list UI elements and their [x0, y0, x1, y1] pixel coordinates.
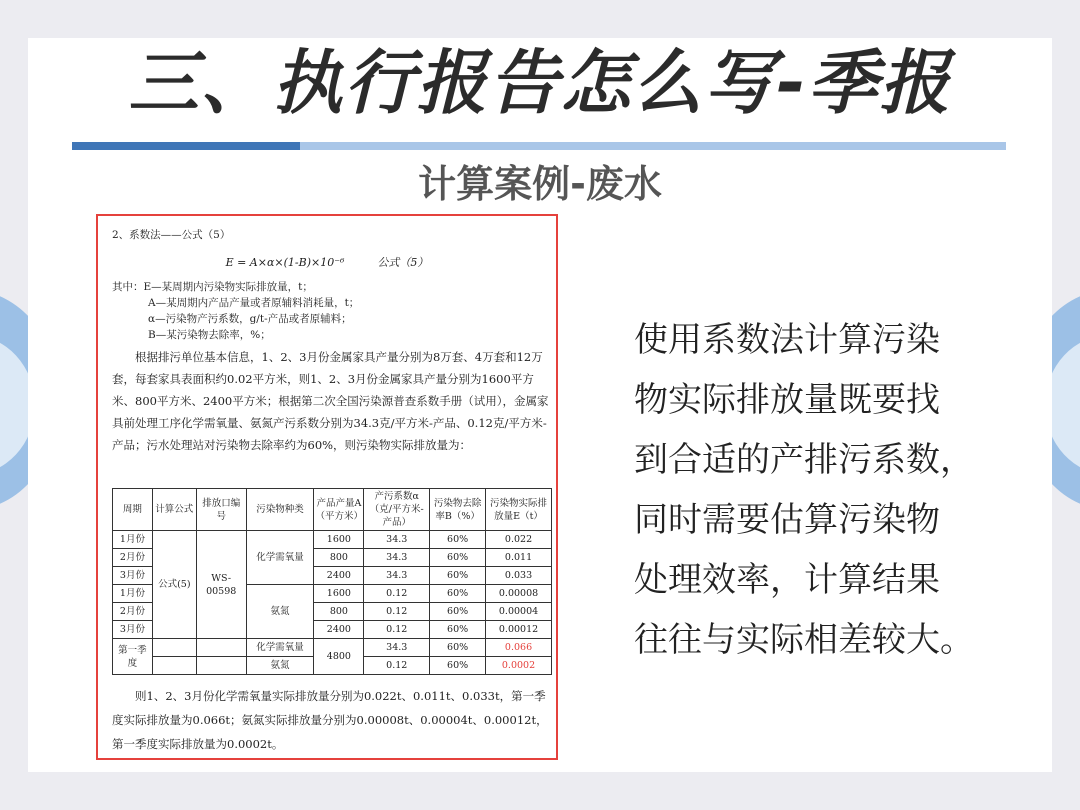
emission-cell: 0.00012	[486, 621, 552, 639]
formula: E = A×α×(1-B)×10⁻⁶ 公式（5）	[225, 256, 429, 269]
coefficient-cell: 34.3	[364, 531, 430, 549]
header-cell: 计算公式	[152, 489, 196, 531]
slide-subtitle: 计算案例-废水	[418, 162, 662, 206]
coefficient-cell: 34.3	[364, 549, 430, 567]
production-cell: 800	[314, 549, 364, 567]
header-cell: 污染物去除率B（%）	[430, 489, 486, 531]
definition-line: A—某周期内产品产量或者原辅料消耗量，t；	[148, 297, 360, 309]
period-cell: 1月份	[113, 531, 153, 549]
title-underline-dark	[72, 142, 300, 150]
explanation-line: 使用系数法计算污染	[634, 320, 940, 360]
period-cell: 2月份	[113, 603, 153, 621]
production-cell: 2400	[314, 621, 364, 639]
coefficient-cell: 34.3	[364, 567, 430, 585]
table-row	[113, 531, 552, 549]
method-heading: 2、系数法——公式（5）	[112, 229, 231, 241]
removal-rate-cell: 60%	[430, 585, 486, 603]
coefficient-cell: 34.3	[364, 639, 430, 657]
conclusion-paragraph: 则1、2、3月份化学需氧量实际排放量分别为0.022t、0.011t、0.033t，第一季度实际排放量为0.066t；氨氮实际排放量分别为0.00008t、0.00004t、0.00012t，第一季度实际排放量为0.0002t。	[112, 689, 548, 751]
explanation-line: 到合适的产排污系数，	[634, 440, 974, 480]
coefficient-cell: 0.12	[364, 621, 430, 639]
explanation-line: 物实际排放量既要找	[634, 380, 940, 420]
header-cell: 排放口编号	[196, 489, 246, 531]
empty-cell	[196, 639, 246, 657]
pollutant-cell: 氨氮	[246, 657, 314, 675]
coefficient-cell: 0.12	[364, 603, 430, 621]
removal-rate-cell: 60%	[430, 603, 486, 621]
calculation-paragraph: 根据排污单位基本信息，1、2、3月份金属家具产量分别为8万套、4万套和12万套，每套家具表面积约0.02平方米，则1、2、3月份金属家具产量分别为1600平方米、800平方米、2400平方米；根据第二次全国污染源普查系数手册（试用），金属家具前处理工序化学需氧量、氨氮产污系数分别为34.3克/平方米-产品、0.12克/平方米-产品；污水处理站对污染物去除率约为60%，则污染物实际排放量为：	[112, 350, 549, 452]
coefficient-cell: 0.12	[364, 657, 430, 675]
production-cell: 1600	[314, 585, 364, 603]
coefficient-cell: 0.12	[364, 585, 430, 603]
slide-title: 三、执行报告怎么写-季报	[128, 42, 952, 124]
emission-cell: 0.00008	[486, 585, 552, 603]
header-cell: 污染物种类	[246, 489, 314, 531]
period-cell: 2月份	[113, 549, 153, 567]
emission-cell: 0.00004	[486, 603, 552, 621]
emission-table	[112, 488, 552, 675]
emission-cell-highlight: 0.0002	[486, 657, 552, 675]
production-cell: 4800	[314, 639, 364, 675]
period-cell: 1月份	[113, 585, 153, 603]
header-cell: 污染物实际排放量E（t）	[486, 489, 552, 531]
table-row-quarter	[113, 639, 552, 657]
explanation-line: 往往与实际相差较大。	[634, 620, 974, 660]
formula-cell: 公式(5)	[152, 531, 196, 639]
header-cell: 产品产量A（平方米）	[314, 489, 364, 531]
definition-line: 其中：E—某周期内污染物实际排放量，t；	[112, 281, 313, 293]
empty-cell	[152, 639, 196, 657]
title-underline-light	[300, 142, 1006, 150]
period-cell: 第一季度	[113, 639, 153, 675]
empty-cell	[152, 657, 196, 675]
header-cell: 周期	[113, 489, 153, 531]
removal-rate-cell: 60%	[430, 639, 486, 657]
removal-rate-cell: 60%	[430, 531, 486, 549]
removal-rate-cell: 60%	[430, 567, 486, 585]
definition-line: α—污染物产污系数，g/t-产品或者原辅料；	[148, 313, 352, 325]
pollutant-cell: 氨氮	[246, 585, 314, 639]
period-cell: 3月份	[113, 621, 153, 639]
emission-cell-highlight: 0.066	[486, 639, 552, 657]
production-cell: 800	[314, 603, 364, 621]
period-cell: 3月份	[113, 567, 153, 585]
production-cell: 1600	[314, 531, 364, 549]
explanation-line: 处理效率，计算结果	[634, 560, 940, 600]
document-excerpt	[96, 214, 558, 760]
explanation-text	[634, 310, 974, 670]
pollutant-cell: 化学需氧量	[246, 639, 314, 657]
explanation-line: 同时需要估算污染物	[634, 500, 940, 540]
table-header-row	[113, 489, 552, 531]
emission-cell: 0.022	[486, 531, 552, 549]
definition-line: B—某污染物去除率，%；	[148, 329, 271, 341]
removal-rate-cell: 60%	[430, 549, 486, 567]
pollutant-cell: 化学需氧量	[246, 531, 314, 585]
emission-cell: 0.033	[486, 567, 552, 585]
empty-cell	[196, 657, 246, 675]
removal-rate-cell: 60%	[430, 621, 486, 639]
removal-rate-cell: 60%	[430, 657, 486, 675]
outlet-cell: WS-00598	[196, 531, 246, 639]
header-cell: 产污系数α（克/平方米-产品）	[364, 489, 430, 531]
production-cell: 2400	[314, 567, 364, 585]
emission-cell: 0.011	[486, 549, 552, 567]
